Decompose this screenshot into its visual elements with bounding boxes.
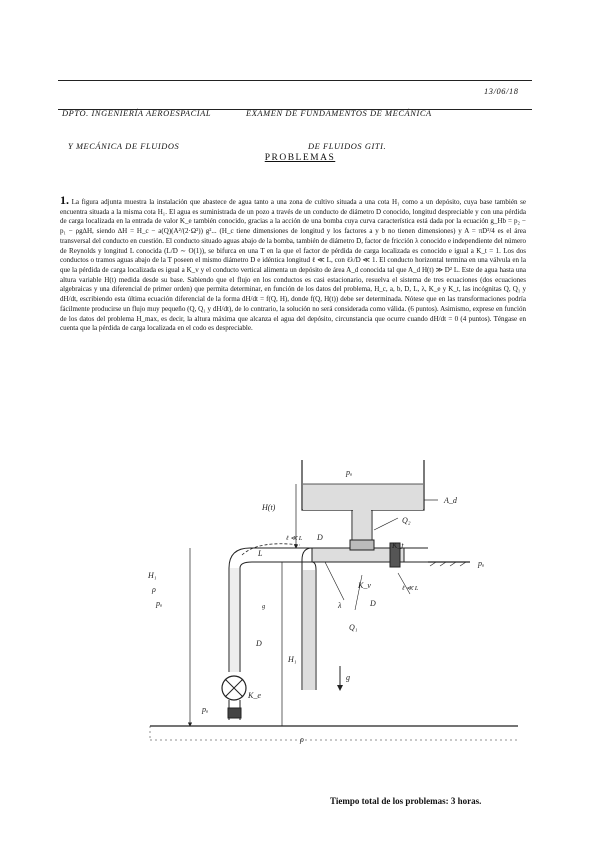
label-d-lower: D (370, 599, 376, 608)
label-h1-right: H₁ (288, 655, 297, 664)
label-g-arrow: g (346, 673, 350, 682)
exam-date: 13/06/18 (484, 87, 519, 96)
tank-water (303, 484, 423, 510)
problem-number: 1. (60, 193, 69, 207)
length-arrow (242, 544, 300, 555)
label-kt: K_t (392, 541, 404, 550)
label-pa-top: pₐ (346, 468, 353, 477)
label-kv: K_v (358, 581, 371, 590)
label-rho-well: ρ (300, 735, 304, 744)
label-h1-left: H₁ (148, 571, 157, 580)
label-l-big: L (258, 549, 263, 558)
label-pa-well: pₐ (202, 705, 209, 714)
label-l-small-left: ℓ ≪ L (286, 535, 303, 542)
label-g-small: g (262, 603, 266, 610)
label-pa-right: pₐ (478, 559, 485, 568)
label-q1: Q₁ (349, 623, 358, 632)
label-pa-left: pₐ (156, 599, 163, 608)
label-q2: Q₂ (402, 516, 411, 525)
department-line-1: DPTO. INGENIERÍA AEROESPACIAL (62, 109, 212, 118)
section-title: PROBLEMAS (264, 153, 336, 163)
inlet-ke (228, 708, 241, 718)
department-line-2: Y MECÁNICA DE FLUIDOS (68, 142, 180, 151)
label-d-upper: D (317, 533, 323, 542)
label-ke: K_e (248, 691, 261, 700)
exam-line-1: EXAMEN DE FUNDAMENTOS DE MECÁNICA (246, 109, 432, 118)
label-ht: H(t) (262, 503, 276, 512)
problem-text: La figura adjunta muestra la instalación que abastece de agua tanto a una zona de cultivo situada a una cota H₁ como a un depósito, cuya base también se encuentra situada a la misma cota H₁. El agua es suministrada de un pozo a través de un conducto de diámetro D conocido, longitud despreciable y con una pérdida de carga localizada en la entrada de valor K_e también conocido, gracias a la acción de una bomba cuya curva característica está dada por la ecuación g_Hb = p₂ − p₁ − ρg∆H, siendo ∆H = H_c − a(Q)(A²/(2·Ω²)) g²... (H_c tiene dimensiones de longitud y los factores a y b no tienen dimensiones) y A = πD²/4 es el área transversal del conducto en cuestión. El conducto situado aguas abajo de la bomba, también de diámetro D, factor de fricción λ conocido e independiente del número de Reynolds y longitud L conocida (L/D ∼ O(1)), se bifurca en una T en la que el factor de pérdida de carga localizada es conocido e igual a K_t = 1. Los dos conductos o tramos aguas abajo de la T poseen el mismo diámetro D e idéntica longitud ℓ ≪ L, con ℓλ/D ≪ 1. El conducto horizontal termina en una válvula en la que la pérdida de carga localizada es igual a K_v y el conducto vertical alimenta un depósito de área A_d conocida tal que A_d H(t) ≫ D² L. Este de agua hasta una altura variable H(t) medida desde su base. Sabiendo que el flujo en los conductos es casi estacionario, resuelva el sistema de tres ecuaciones (dos ecuaciones algebraicas y una diferencial de primer orden) que permita determinar, en función de los datos del problema, H_c, a, b, D, L, λ, K_e y K_t, las incógnitas Q, Q₁ y dH/dt, escribiendo esta última ecuación diferencial de la forma dH/dt = f(Q, H), donde f(Q, H(t)) debe ser determinada. Nótese que en las transformaciones podría fácilmente producirse un flujo muy pequeño (Q, Q₁ y dH/dt), de lo contrario, la solución no será considerada como válida. (6 puntos). Asimismo, exprese en función de los datos del problema H_max, es decir, la altura máxima que alcanza el agua del depósito, circunstancia que ocurre cuando dH/dt = 0 (4 puntos). Téngase en cuenta que la pérdida de carga localizada en el codo es despreciable. (60, 198, 526, 333)
label-ad: A_d (444, 496, 457, 505)
tee-junction (350, 540, 374, 550)
label-lambda: λ (338, 601, 342, 610)
label-rho: ρ (152, 585, 156, 594)
label-d-pump: D (256, 639, 262, 648)
label-l-small-right: ℓ ≪ L (402, 585, 419, 592)
footer-time: Tiempo total de los problemas: 3 horas. (330, 796, 482, 806)
exam-line-2: DE FLUIDOS GITI. (308, 142, 387, 151)
